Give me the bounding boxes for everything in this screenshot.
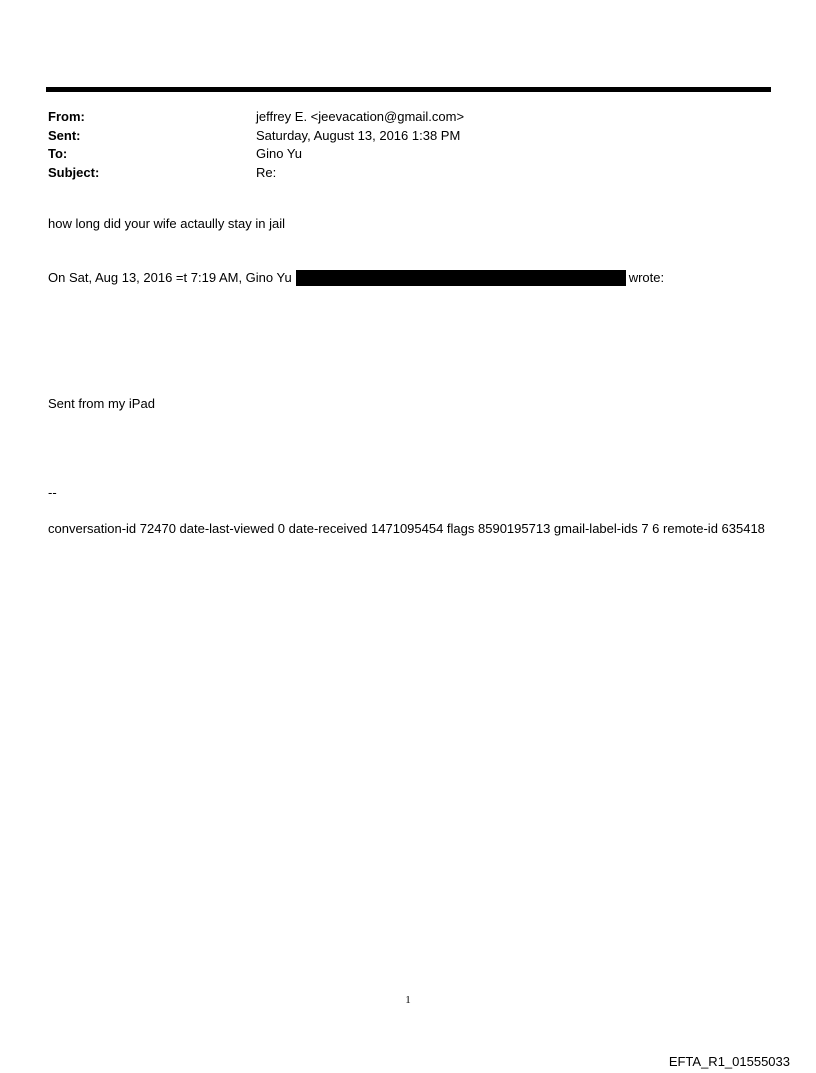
from-label: From: (48, 109, 85, 124)
signature-text: Sent from my iPad (48, 396, 155, 411)
bates-number: EFTA_R1_01555033 (668, 1054, 790, 1069)
email-header (48, 108, 748, 182)
header-divider (46, 87, 771, 92)
quote-suffix: wrote: (628, 270, 665, 285)
redaction-box (296, 270, 626, 286)
sent-value: Saturday, August 13, 2016 1:38 PM (256, 127, 461, 143)
page-number: 1 (405, 994, 411, 1006)
subject-value: Re: (256, 164, 277, 180)
to-value: Gino Yu (256, 146, 303, 161)
quoted-header (48, 269, 664, 287)
to-label: To: (48, 146, 68, 161)
sent-label: Sent: (48, 127, 81, 143)
message-text: how long did your wife actaully stay in jail (48, 216, 286, 231)
quote-prefix: On Sat, Aug 13, 2016 =t 7:19 AM, Gino Yu (48, 270, 292, 285)
metadata-text: conversation-id 72470 date-last-viewed 0 date-received 1471095454 flags 8590195713 gmail-label-ids 7 6 remote-id 635418 (48, 521, 765, 536)
to-row (48, 145, 748, 164)
sent-row (48, 127, 748, 146)
subject-label: Subject: (48, 164, 100, 180)
subject-row (48, 164, 748, 183)
from-row (48, 108, 748, 127)
from-value: jeffrey E. <jeevacation@gmail.com> (256, 109, 465, 124)
separator-text: -- (48, 485, 57, 500)
